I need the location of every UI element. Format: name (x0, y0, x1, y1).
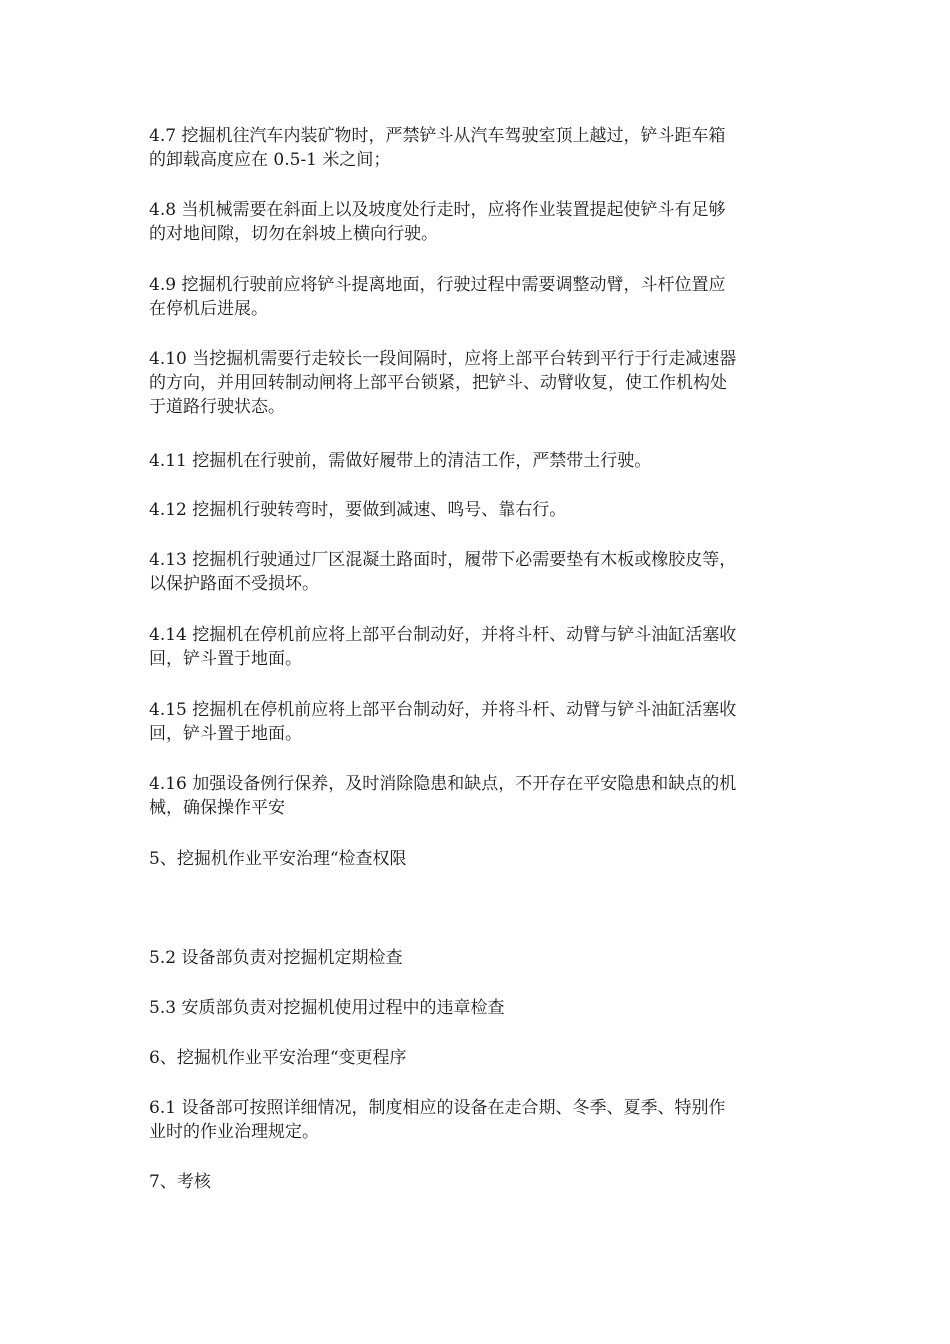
paragraph-4-9 (149, 273, 803, 321)
text-line: 4.15 挖掘机在停机前应将上部平台制动好，并将斗杆、动臂与铲斗油缸活塞收 (149, 700, 737, 720)
text-line: 5、挖掘机作业平安治理“检查权限 (149, 849, 407, 869)
text-line: 4.7 挖掘机往汽车内装矿物时，严禁铲斗从汽车驾驶室顶上越过，铲斗距车箱 (149, 126, 726, 146)
text-line: 4.11 挖掘机在行驶前，需做好履带上的清洁工作，严禁带土行驶。 (149, 451, 652, 471)
paragraph-4-10 (149, 347, 803, 419)
text-line: 4.16 加强设备例行保养，及时消除隐患和缺点，不开存在平安隐患和缺点的机 (149, 774, 737, 794)
text-line: 4.8 当机械需要在斜面上以及坡度处行走时，应将作业装置提起使铲斗有足够 (149, 200, 726, 220)
paragraph-4-7 (149, 124, 803, 172)
text-line: 以保护路面不受损坏。 (149, 574, 319, 594)
text-line: 7、考核 (149, 1172, 211, 1192)
paragraph-4-8 (149, 198, 803, 246)
text-line: 5.2 设备部负责对挖掘机定期检查 (149, 948, 403, 968)
text-line: 回，铲斗置于地面。 (149, 649, 302, 669)
text-line: 械，确保操作平安 (149, 798, 285, 818)
section-heading-5 (149, 847, 803, 871)
paragraph-5-2 (149, 946, 803, 970)
text-line: 6、挖掘机作业平安治理“变更程序 (149, 1048, 407, 1068)
section-heading-6 (149, 1046, 803, 1070)
text-line: 的卸载高度应在 0.5-1 米之间； (149, 150, 391, 170)
paragraph-4-15 (149, 698, 803, 746)
text-line: 6.1 设备部可按照详细情况，制度相应的设备在走合期、冬季、夏季、特别作 (149, 1098, 726, 1118)
text-line: 4.9 挖掘机行驶前应将铲斗提离地面，行驶过程中需要调整动臂，斗杆位置应 (149, 275, 726, 295)
paragraph-4-12 (149, 498, 803, 522)
text-line: 的对地间隙，切勿在斜坡上横向行驶。 (149, 224, 438, 244)
text-line: 4.12 挖掘机行驶转弯时，要做到减速、鸣号、靠右行。 (149, 500, 567, 520)
paragraph-6-1 (149, 1096, 803, 1144)
paragraph-4-11 (149, 449, 803, 473)
text-line: 于道路行驶状态。 (149, 397, 285, 417)
text-line: 4.14 挖掘机在停机前应将上部平台制动好，并将斗杆、动臂与铲斗油缸活塞收 (149, 625, 737, 645)
text-line: 回，铲斗置于地面。 (149, 724, 302, 744)
paragraph-4-16 (149, 772, 803, 820)
text-line: 5.3 安质部负责对挖掘机使用过程中的违章检查 (149, 998, 505, 1018)
text-line: 的方向，并用回转制动闸将上部平台锁紧，把铲斗、动臂收复，使工作机构处 (149, 373, 727, 393)
paragraph-4-13 (149, 548, 803, 596)
text-line: 4.10 当挖掘机需要行走较长一段间隔时，应将上部平台转到平行于行走减速器 (149, 349, 737, 369)
text-line: 4.13 挖掘机行驶通过厂区混凝土路面时，履带下必需要垫有木板或橡胶皮等， (149, 550, 737, 570)
paragraph-5-3 (149, 996, 803, 1020)
section-heading-7 (149, 1170, 803, 1194)
text-line: 在停机后进展。 (149, 299, 268, 319)
text-line: 业时的作业治理规定。 (149, 1122, 319, 1142)
paragraph-4-14 (149, 623, 803, 671)
